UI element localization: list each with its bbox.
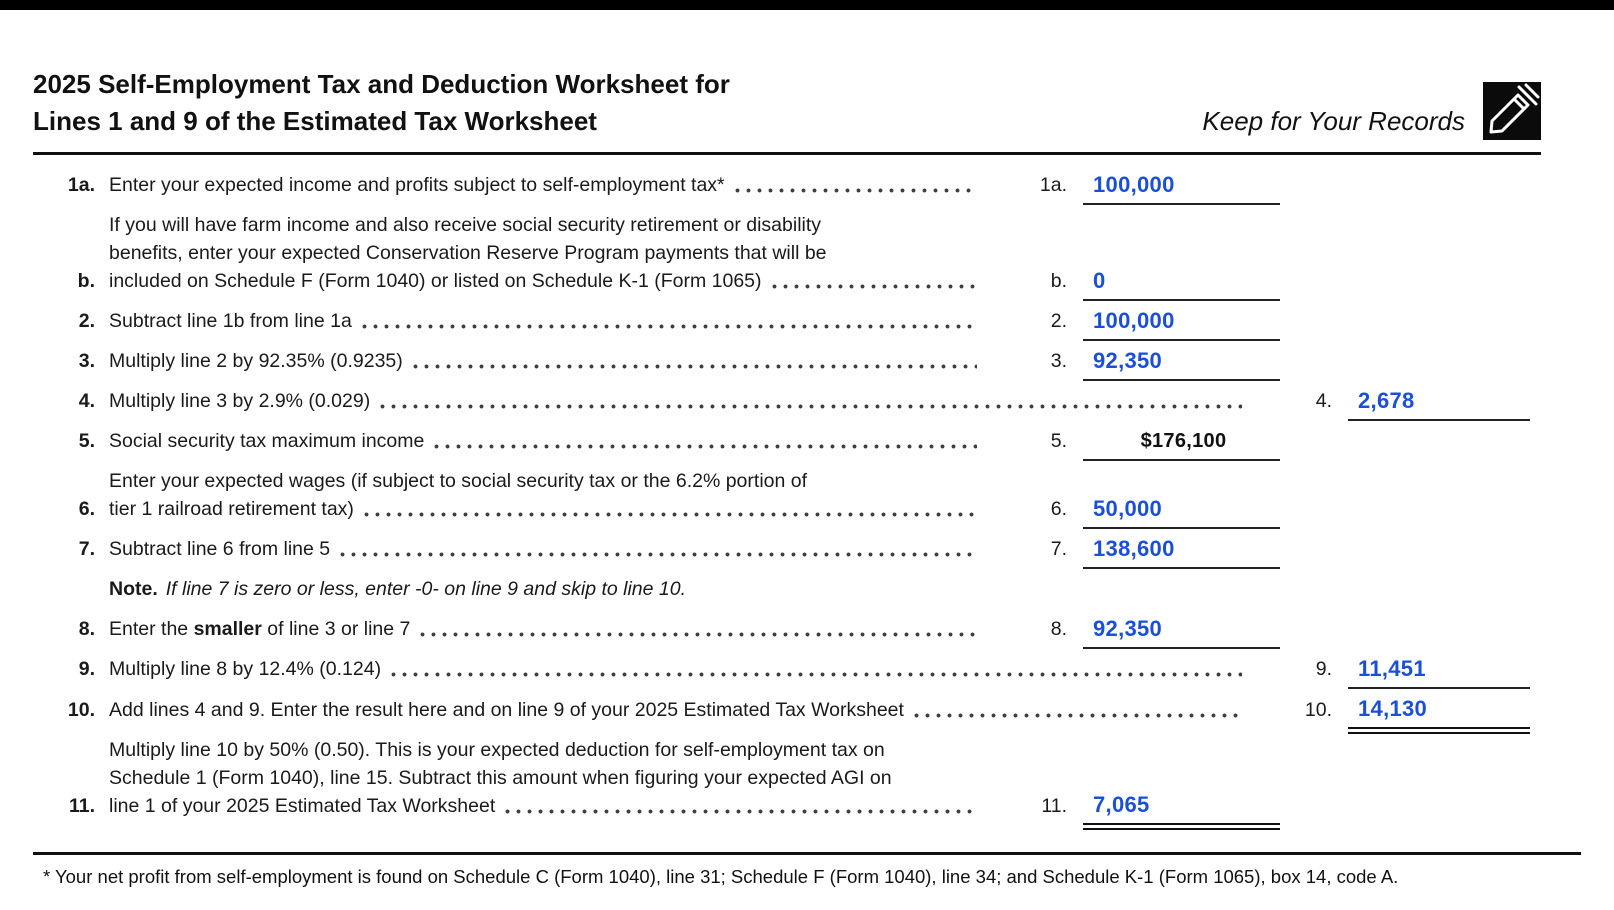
row-label: [109, 615, 1019, 643]
footnote: [33, 852, 1581, 888]
row-label: [109, 467, 1019, 523]
row-6: [33, 467, 1280, 523]
worksheet-content: [0, 66, 1614, 820]
dot-leader: [505, 809, 977, 814]
row-number: 4.: [78, 390, 95, 412]
amount-value: 100,000: [1093, 308, 1175, 333]
amount-value: 92,350: [1093, 616, 1163, 641]
row-number: 11.: [68, 795, 95, 817]
row-label-text: Schedule 1 (Form 1040), line 15. Subtract this amount when figuring your expected AGI on: [109, 767, 892, 789]
top-border: [0, 0, 1614, 10]
label-segment-bold: smaller: [193, 618, 262, 640]
row-label-text: Subtract line 6 from line 5: [109, 538, 331, 560]
page-title: [33, 66, 730, 140]
amount-value: 100,000: [1093, 172, 1175, 197]
row-8: [33, 615, 1280, 643]
row-label-text: line 1 of your 2025 Estimated Tax Worksheet: [109, 795, 496, 817]
row-number: 2.: [78, 310, 95, 332]
row-label-text: benefits, enter your expected Conservation Reserve Program payments that will be: [109, 242, 827, 264]
note-label: Note.: [109, 578, 158, 600]
row-number: 3.: [78, 350, 95, 372]
row-label-text: Add lines 4 and 9. Enter the result here and on line 9 of your 2025 Estimated Tax Worksheet: [109, 699, 904, 721]
dot-leader: [914, 713, 1242, 718]
line-ref: 5.: [1050, 430, 1067, 452]
dot-leader: [340, 552, 977, 557]
row-label: [109, 696, 1284, 724]
line-ref: 2.: [1050, 310, 1067, 332]
amount-value: 11,451: [1358, 656, 1426, 681]
amount-value: 50,000: [1093, 496, 1163, 521]
row-label: [109, 387, 1284, 415]
dot-leader: [772, 284, 978, 289]
row-label-text: If you will have farm income and also receive social security retirement or disability: [109, 214, 822, 236]
line-ref: 11.: [1041, 795, 1067, 817]
amount-field-8[interactable]: [1083, 615, 1280, 649]
keep-for-records: [1202, 82, 1541, 140]
row-label-text: Multiply line 2 by 92.35% (0.9235): [109, 350, 403, 372]
row-4: [33, 387, 1530, 415]
row-label-text: Social security tax maximum income: [109, 430, 425, 452]
amount-field-4[interactable]: [1348, 387, 1530, 421]
page-title-line2: Lines 1 and 9 of the Estimated Tax Worksheet: [33, 106, 597, 136]
row-label: [109, 211, 1019, 295]
pencil-icon: [1483, 82, 1541, 140]
amount-field-10[interactable]: [1348, 695, 1530, 734]
row-label-text: Multiply line 10 by 50% (0.50). This is your expected deduction for self-employment tax on: [109, 739, 885, 761]
amount-field-6[interactable]: [1083, 495, 1280, 529]
line-ref: b.: [1050, 270, 1067, 292]
label-segment: of line 3 or line 7: [261, 618, 411, 640]
line-ref: 6.: [1050, 498, 1067, 520]
line-ref: 8.: [1050, 618, 1067, 640]
page-title-line1: 2025 Self-Employment Tax and Deduction Worksheet for: [33, 69, 730, 99]
amount-value: 0: [1093, 268, 1106, 293]
amount-field-5: [1083, 427, 1280, 461]
row-number: 9.: [78, 658, 95, 680]
amount-field-1b[interactable]: [1083, 267, 1280, 301]
line-ref: 1a.: [1039, 174, 1067, 196]
row-label-text: [109, 615, 410, 643]
amount-value: 7,065: [1093, 792, 1150, 817]
row-number: 7.: [78, 538, 95, 560]
amount-value: 138,600: [1093, 536, 1175, 561]
row-label-text: Enter your expected income and profits subject to self-employment tax*: [109, 174, 725, 196]
row-number: 10.: [67, 699, 95, 721]
line-ref: 4.: [1315, 390, 1332, 412]
amount-value: 92,350: [1093, 348, 1163, 373]
note-body: [109, 575, 1280, 603]
footnote-text: * Your net profit from self-employment is found on Schedule C (Form 1040), line 31; Schedule F (Form 1040), line 34; and Schedule K-1 (Form 1065), box 14, code A.: [43, 866, 1399, 887]
amount-value: 14,130: [1358, 696, 1428, 721]
dot-leader: [413, 364, 977, 369]
amount-value: 2,678: [1358, 388, 1415, 413]
amount-field-2[interactable]: [1083, 307, 1280, 341]
row-label: [109, 171, 1019, 199]
dot-leader: [362, 324, 977, 329]
amount-field-9[interactable]: [1348, 655, 1530, 689]
keep-for-records-label: Keep for Your Records: [1202, 106, 1465, 136]
amount-field-7[interactable]: [1083, 535, 1280, 569]
dot-leader: [391, 672, 1242, 677]
row-label: [109, 307, 1019, 335]
row-label-text: tier 1 railroad retirement tax): [109, 498, 354, 520]
dot-leader: [380, 404, 1242, 409]
row-label-text: Enter your expected wages (if subject to social security tax or the 6.2% portion of: [109, 470, 808, 492]
dot-leader: [420, 632, 977, 637]
row-number: b.: [77, 270, 95, 292]
row-1b: [33, 211, 1280, 295]
row-label: [109, 535, 1019, 563]
row-number: 5.: [78, 430, 95, 452]
amount-field-3[interactable]: [1083, 347, 1280, 381]
label-segment: Enter the: [109, 618, 194, 640]
row-3: [33, 347, 1280, 375]
worksheet-rows: [33, 171, 1541, 820]
row-number: 1a.: [67, 174, 95, 196]
line-ref: 10.: [1304, 699, 1332, 721]
row-5: [33, 427, 1280, 455]
title-divider: [33, 152, 1541, 155]
row-label: [109, 427, 1019, 455]
dot-leader: [364, 512, 977, 517]
line-ref: 7.: [1050, 538, 1067, 560]
row-label: [109, 655, 1284, 683]
note-text: If line 7 is zero or less, enter -0- on line 9 and skip to line 10.: [165, 578, 687, 600]
line-ref: 9.: [1315, 658, 1332, 680]
line-ref: 3.: [1050, 350, 1067, 372]
row-1a: [33, 171, 1280, 199]
row-label-text: Multiply line 8 by 12.4% (0.124): [109, 658, 382, 680]
dot-leader: [434, 444, 977, 449]
row-label-text: Multiply line 3 by 2.9% (0.029): [109, 390, 371, 412]
dot-leader: [735, 188, 977, 193]
amount-field-11[interactable]: [1083, 791, 1280, 830]
amount-value-printed: $176,100: [1140, 430, 1227, 452]
row-label: [109, 347, 1019, 375]
row-label-text: included on Schedule F (Form 1040) or listed on Schedule K-1 (Form 1065): [109, 270, 762, 292]
row-11: [33, 736, 1280, 820]
row-label-text: Subtract line 1b from line 1a: [109, 310, 352, 332]
worksheet-header: [33, 66, 1541, 140]
row-2: [33, 307, 1280, 335]
row-10: [33, 695, 1530, 724]
amount-field-1a[interactable]: [1083, 171, 1280, 205]
row-7: [33, 535, 1280, 563]
row-9: [33, 655, 1530, 683]
row-number: 8.: [78, 618, 95, 640]
row-number: 6.: [78, 498, 95, 520]
row-label: [109, 736, 1019, 820]
note-row: [33, 575, 1280, 603]
